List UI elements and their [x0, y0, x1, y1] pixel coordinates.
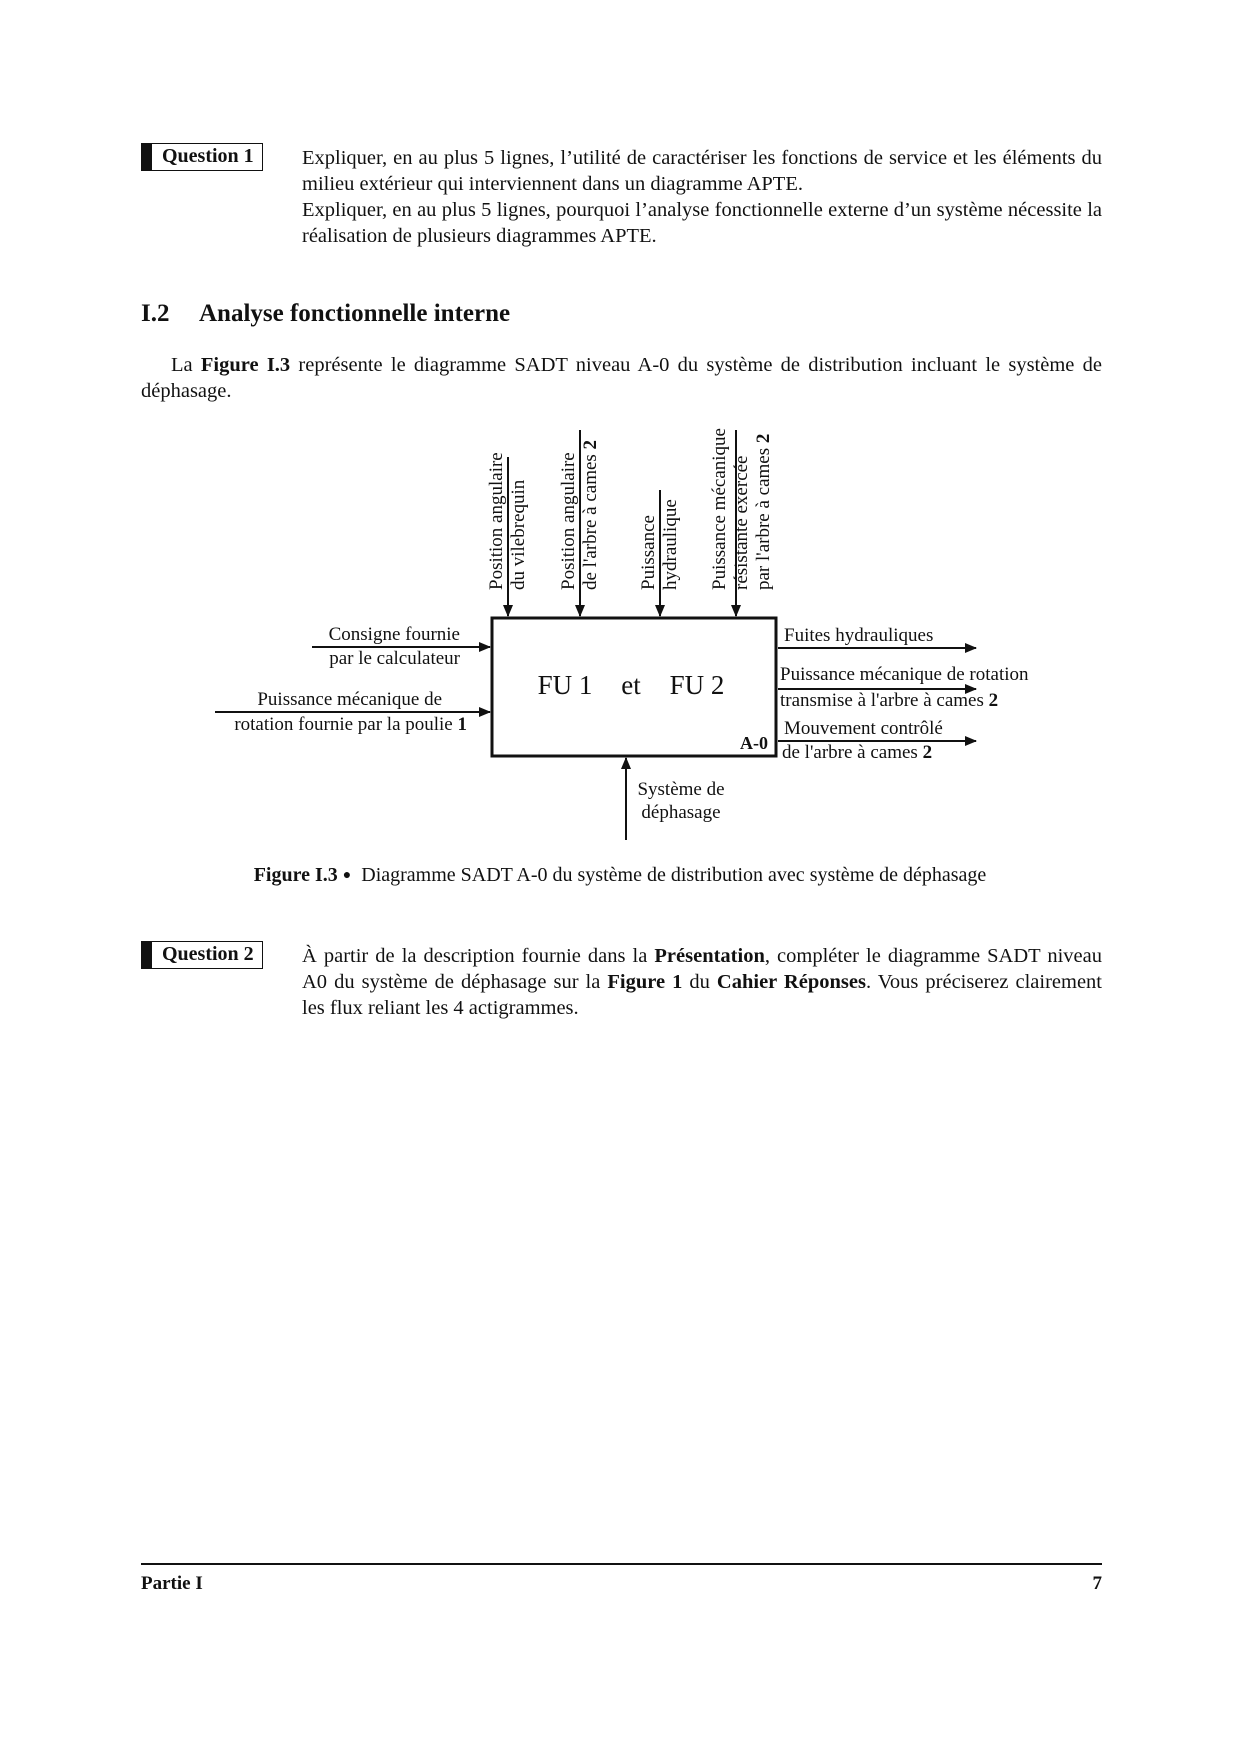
q2-bold-figure: Figure 1 [607, 971, 683, 993]
intro-suffix: représente le diagramme SADT niveau A-0 du système de distribution incluant le système de déphasage. [141, 354, 1102, 402]
q2-text-2: , compléter le diagramme SADT niveau A0 du système de déphasage sur la [302, 945, 1103, 993]
box-et: et [621, 670, 641, 700]
question-1-para-1: Expliquer, en au plus 5 lignes, l’utilité de caractériser les fonctions de service et les éléments du milieu extérieur qui interviennent dans un diagramme APTE. [302, 147, 1102, 195]
caption-label: Figure I.3 [253, 864, 338, 886]
section-number: I.2 [141, 300, 170, 327]
control-label-3 [638, 499, 681, 590]
control-label-2 [558, 440, 601, 590]
output-3-line-1: Mouvement contrôlé [784, 718, 943, 739]
control-4-line-3: par l'arbre à cames 2 [753, 433, 774, 590]
page-number: 7 [1092, 1573, 1102, 1594]
box-fu1: FU 1 [537, 670, 593, 700]
figure-caption [0, 864, 1240, 887]
caption-bullet: ● [342, 868, 352, 883]
output-2-line-2: transmise à l'arbre à cames 2 [780, 690, 999, 711]
control-3-line-1: Puissance [638, 515, 659, 590]
question-2-badge [141, 941, 263, 969]
badge-marker [142, 942, 152, 968]
control-4-line-1: Puissance mécanique [709, 428, 730, 590]
input-2-line-2: rotation fournie par la poulie 1 [234, 714, 467, 735]
input-1-line-1: Consigne fournie [328, 624, 460, 645]
q2-bold-cahier: Cahier Réponses [716, 971, 866, 993]
control-2-line-2: de l'arbre à cames 2 [580, 439, 601, 590]
mechanism-line-1: Système de [637, 779, 725, 800]
section-title: Analyse fonctionnelle interne [199, 300, 511, 327]
output-2-line-1: Puissance mécanique de rotation [780, 664, 1029, 685]
control-2-line-1: Position angulaire [558, 452, 579, 590]
control-1-line-2: du vilebrequin [508, 479, 529, 590]
question-2-text [302, 943, 1102, 1021]
output-3-line-2: de l'arbre à cames 2 [782, 742, 933, 763]
output-1-line-1: Fuites hydrauliques [784, 625, 934, 646]
footer-rule [141, 1563, 1102, 1565]
intro-prefix: La [171, 354, 201, 376]
control-label-4 [709, 428, 774, 590]
q2-bold-presentation: Présentation [654, 945, 765, 967]
question-1-label: Question 1 [162, 145, 254, 167]
mechanism-line-2: déphasage [641, 802, 721, 823]
control-3-line-2: hydraulique [660, 499, 681, 590]
caption-text: Diagramme SADT A-0 du système de distribution avec système de déphasage [361, 864, 987, 886]
footer-part-label: Partie I [141, 1573, 203, 1594]
control-4-line-2: résistante exercée [731, 455, 752, 590]
q2-text-4: . Vous préciserez clairement les flux reliant les 4 actigrammes. [302, 971, 1103, 1019]
box-level: A-0 [740, 733, 768, 753]
input-1-line-2: par le calculateur [329, 648, 460, 669]
intro-figure-ref: Figure I.3 [200, 354, 291, 376]
control-1-line-1: Position angulaire [486, 452, 507, 590]
box-fu2: FU 2 [669, 670, 725, 700]
q2-text-1: À partir de la description fournie dans la [302, 945, 655, 967]
input-2-line-1: Puissance mécanique de [257, 689, 442, 710]
question-2-label: Question 2 [162, 943, 254, 965]
q2-text-3: du [682, 971, 717, 993]
question-1-para-2: Expliquer, en au plus 5 lignes, pourquoi l’analyse fonctionnelle externe d’un système nécessite la réalisation de plusieurs diagrammes APTE. [302, 199, 1102, 247]
